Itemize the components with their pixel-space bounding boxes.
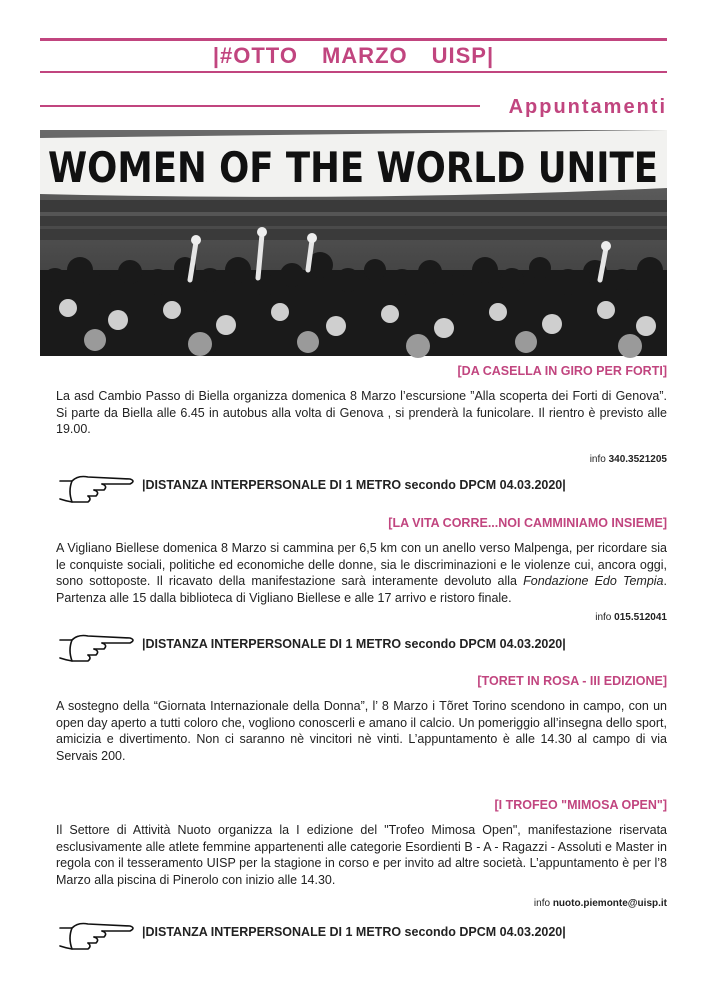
info-phone: 340.3521205 xyxy=(608,454,667,465)
pointing-hand-icon xyxy=(58,471,138,505)
distance-notice xyxy=(56,624,667,670)
pointing-hand-icon xyxy=(58,918,138,952)
event-body: La asd Cambio Passo di Biella organizza domenica 8 Marzo l’escursione ”Alla scoperta dei Forti di Genova”. Si parte da Biella alle 6.45 in autobus alla volta di Genova , si prenderà la funicolare. Il rientro è previsto alle 19.00. xyxy=(56,389,667,436)
title-part-3: UISP| xyxy=(431,43,495,68)
event-title: [DA CASELLA IN GIRO PER FORTI] xyxy=(457,364,667,378)
section-label: Appuntamenti xyxy=(508,96,667,118)
protest-photo xyxy=(40,130,667,356)
section-rule xyxy=(40,105,480,107)
pointing-hand-icon xyxy=(58,630,138,664)
info-label: info xyxy=(595,612,612,623)
header-rule-top xyxy=(40,38,667,41)
event-body-text: A Vigliano Biellese domenica 8 Marzo si cammina per 6,5 km con un anello verso Malpenga, per ricordare sia le conquiste sociali, politiche ed economiche delle donne, sia le discriminazioni e le violenze cui, ancora oggi, sono sottoposte. Il ricavato della manifestazione sarà interamente devoluto alla xyxy=(56,541,667,588)
event-info xyxy=(595,612,667,623)
info-label: info xyxy=(589,454,606,465)
info-phone: 015.512041 xyxy=(614,612,667,623)
event-body-italic: Fondazione Edo Tempia xyxy=(523,574,664,588)
event-title: [TORET IN ROSA - III EDIZIONE] xyxy=(477,674,667,688)
title-part-1: |#OTTO xyxy=(212,43,298,68)
distance-notice xyxy=(56,465,667,511)
event-body: Il Settore di Attività Nuoto organizza la I edizione del "Trofeo Mimosa Open", manifestazione riservata esclusivamente alle atlete femmine appartenenti alle categorie Esordienti B - A - Ragazzi - Assoluti e Master in regola con il tesseramento UISP per la stagione in corso e per invito ad altre società. L’appuntamento è per l’8 Marzo alla piscina di Pinerolo con inizio alle 14.30. xyxy=(56,823,667,887)
header-rule-bottom xyxy=(40,71,667,73)
event-body xyxy=(56,540,667,606)
event-info xyxy=(590,454,667,465)
info-email: nuoto.piemonte@uisp.it xyxy=(552,898,667,909)
event-body: A sostegno della “Giornata Internazionale della Donna”, l’ 8 Marzo i Tõret Torino scendono in campo, con un open day aperto a tutti coloro che, vogliono conoscerli e amano il calcio. Un pomeriggio all’insegna dello sport, amicizia e divertimento. Non ci saranno nè vincitori nè vinti. L’appuntamento è alle 14.30 al campo di via Servais 200. xyxy=(56,699,667,763)
page-title xyxy=(0,43,707,69)
event-body-text: . Partenza alle 15 dalla biblioteca di Vigliano Biellese e alle 17 arrivo e ristoro finale. xyxy=(56,574,667,605)
title-part-2: MARZO xyxy=(321,43,408,68)
notice-text: |DISTANZA INTERPERSONALE DI 1 METRO secondo DPCM 04.03.2020| xyxy=(142,478,566,492)
info-label: info xyxy=(533,898,551,909)
notice-text: |DISTANZA INTERPERSONALE DI 1 METRO secondo DPCM 04.03.2020| xyxy=(142,637,566,651)
notice-text: |DISTANZA INTERPERSONALE DI 1 METRO secondo DPCM 04.03.2020| xyxy=(142,925,566,939)
event-info xyxy=(534,898,667,909)
event-title: [I TROFEO "MIMOSA OPEN"] xyxy=(494,798,667,812)
distance-notice xyxy=(56,912,667,958)
event-title: [LA VITA CORRE...NOI CAMMINIAMO INSIEME] xyxy=(388,516,667,530)
banner-text: WOMEN OF THE WORLD UNITE xyxy=(48,143,658,192)
